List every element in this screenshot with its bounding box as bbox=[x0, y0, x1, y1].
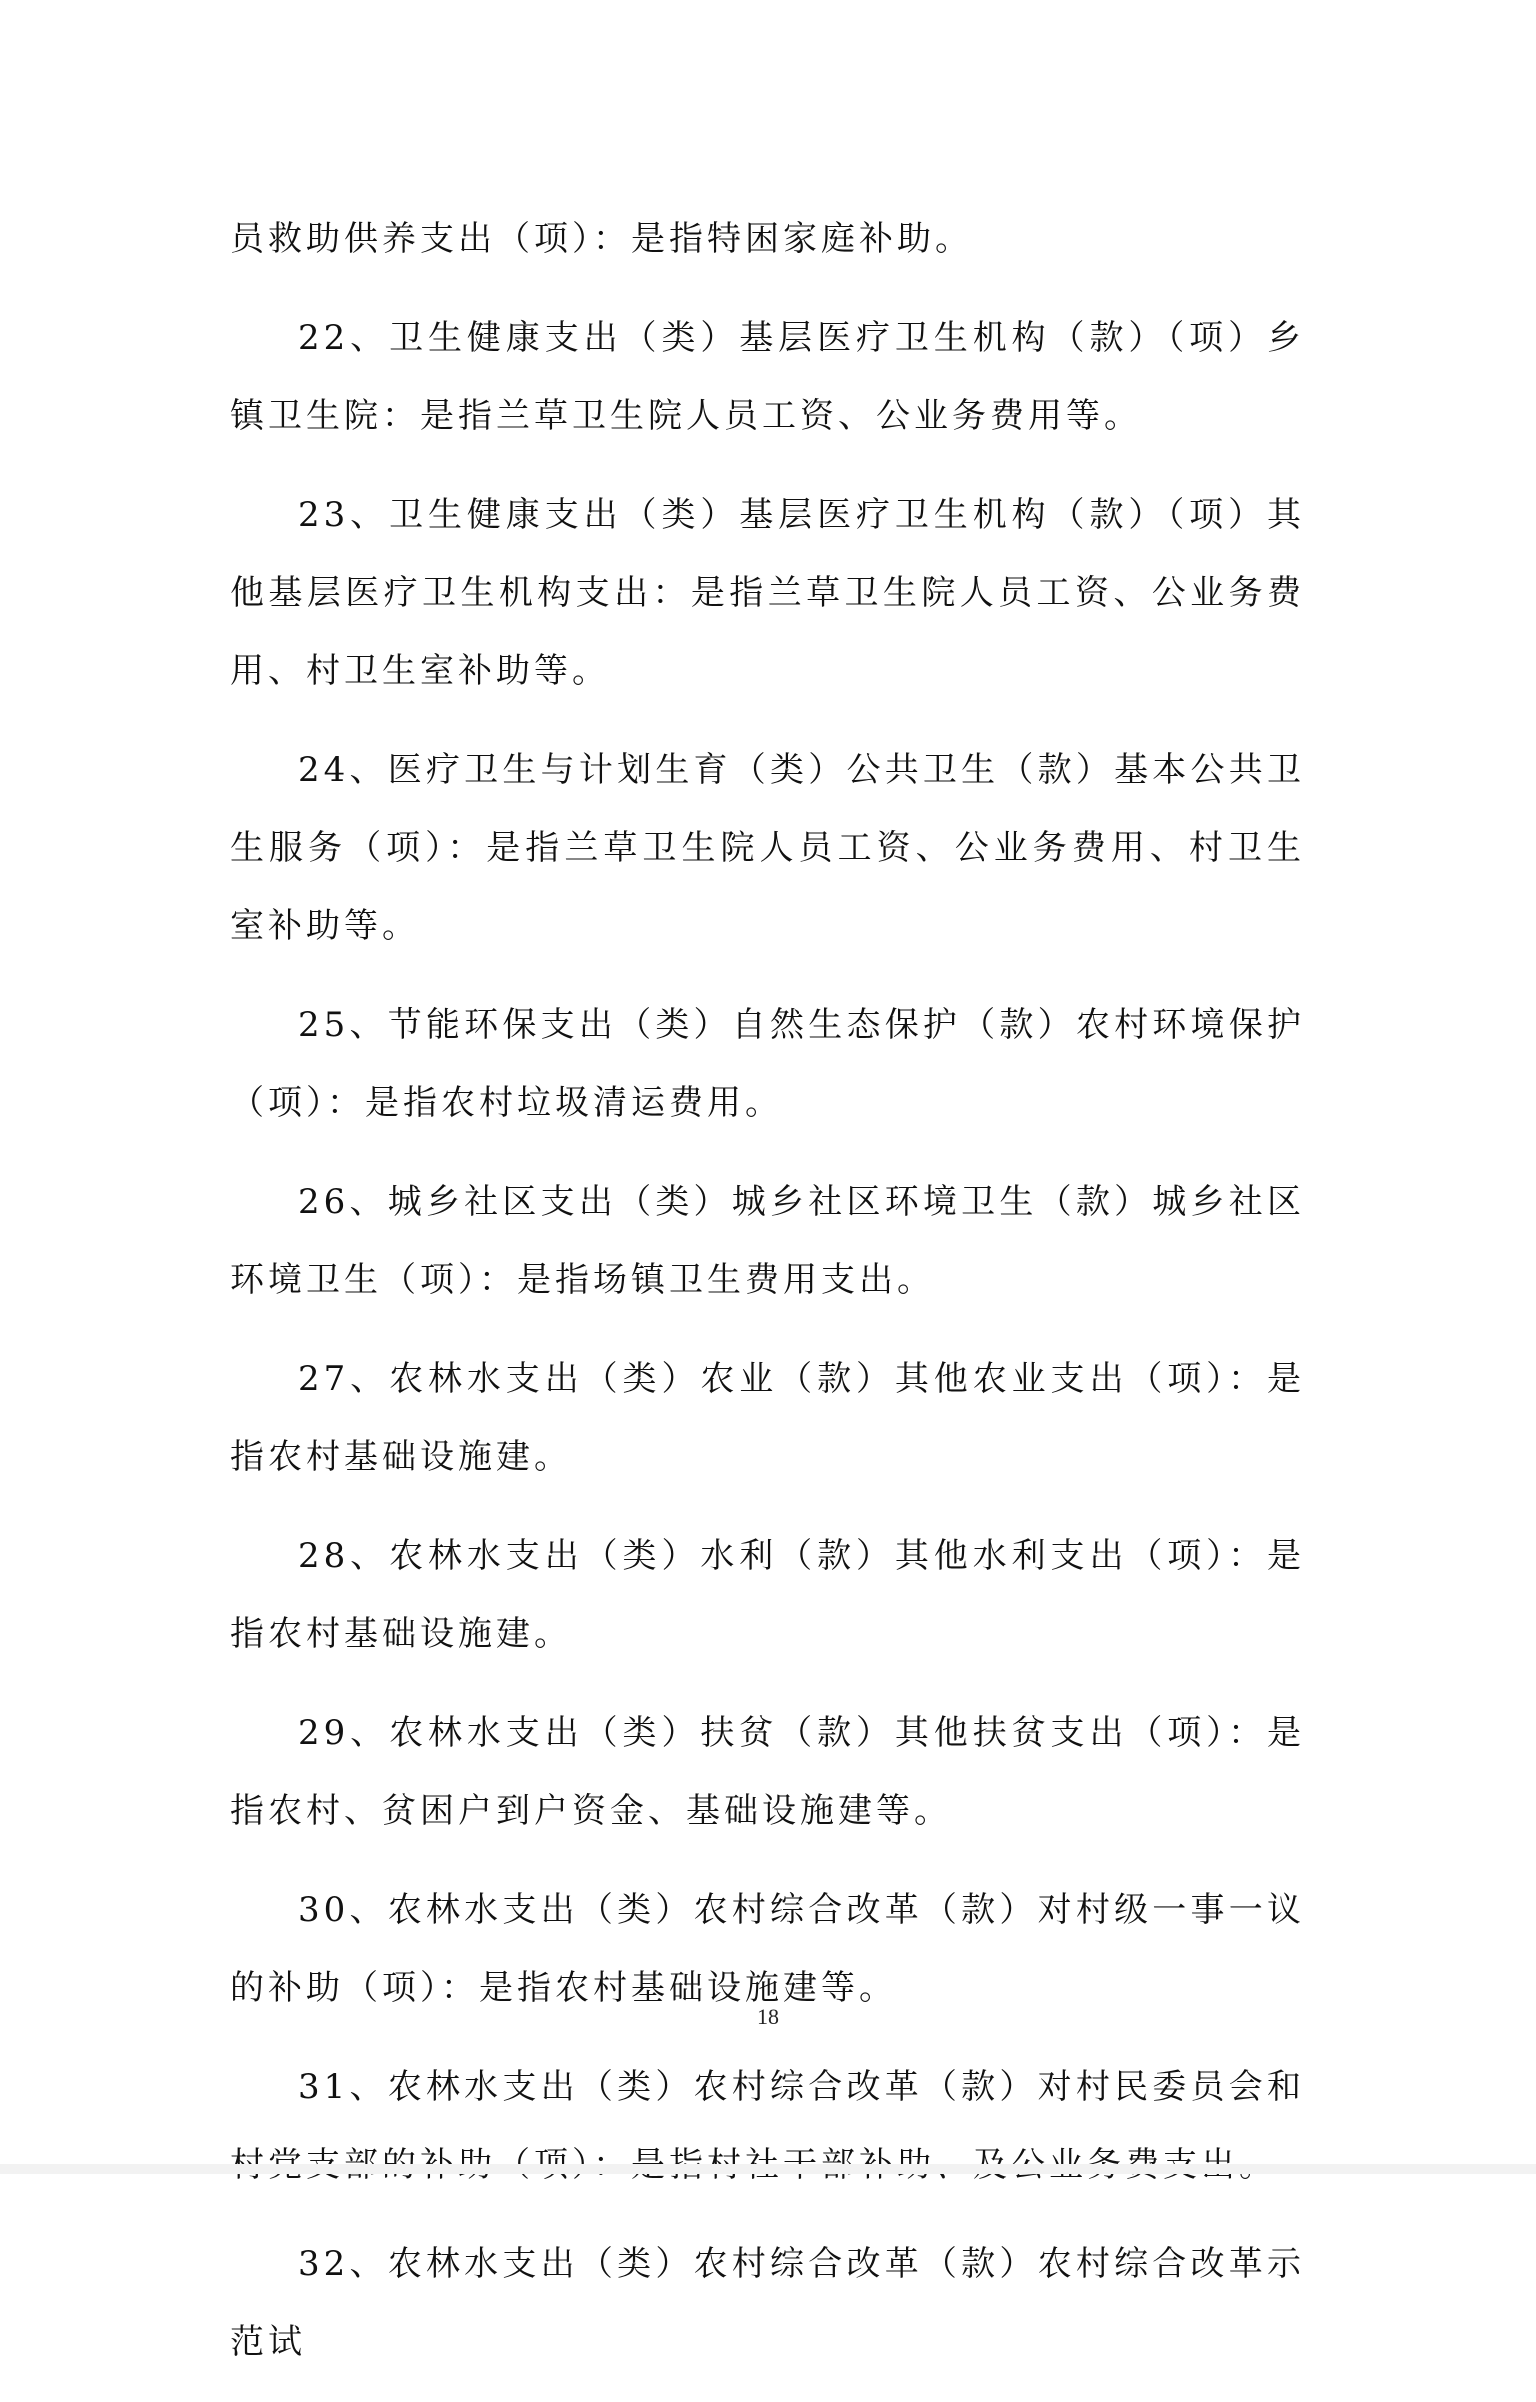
paragraph-item-31: 31、农林水支出（类）农村综合改革（款）对村民委员会和 bbox=[298, 2067, 1305, 2107]
page-bottom-edge bbox=[0, 2164, 1536, 2174]
paragraph-continued: 员救助供养支出（项）：是指特困家庭补助。 bbox=[230, 219, 973, 259]
paragraph-item-23: 23、卫生健康支出（类）基层医疗卫生机构（款）（项）其他基层医疗卫生机构支出：是指兰草卫生院人员工资、公业务费用、村卫生室补助等。 bbox=[230, 495, 1305, 691]
page-number: 18 bbox=[757, 2004, 779, 2029]
paragraph-item-25: 25、节能环保支出（类）自然生态保护（款）农村环境保护（项）：是指农村垃圾清运费用。 bbox=[230, 1005, 1305, 1123]
paragraph-item-30: 30、农林水支出（类）农村综合改革（款）对村级一事一议的补助（项）：是指农村基础设施建等。 bbox=[230, 1890, 1305, 2008]
paragraph-item-22: 22、卫生健康支出（类）基层医疗卫生机构（款）（项）乡镇卫生院：是指兰草卫生院人员工资、公业务费用等。 bbox=[230, 318, 1305, 436]
body-text bbox=[230, 200, 1305, 2402]
paragraph-item-24: 24、医疗卫生与计划生育（类）公共卫生（款）基本公共卫生服务（项）：是指兰草卫生院人员工资、公业务费用、村卫生室补助等。 bbox=[230, 750, 1305, 946]
paragraph-item-26: 26、城乡社区支出（类）城乡社区环境卫生（款）城乡社区环境卫生（项）：是指场镇卫生费用支出。 bbox=[230, 1182, 1305, 1300]
paragraph-item-32: 32、农林水支出（类）农村综合改革（款）农村综合改革示范试 bbox=[230, 2244, 1305, 2362]
paragraph-item-28: 28、农林水支出（类）水利（款）其他水利支出（项）：是指农村基础设施建。 bbox=[230, 1536, 1305, 1654]
paragraph-item-27: 27、农林水支出（类）农业（款）其他农业支出（项）：是指农村基础设施建。 bbox=[230, 1359, 1305, 1477]
paragraph-item-29: 29、农林水支出（类）扶贫（款）其他扶贫支出（项）：是指农村、贫困户到户资金、基础设施建等。 bbox=[230, 1713, 1305, 1831]
